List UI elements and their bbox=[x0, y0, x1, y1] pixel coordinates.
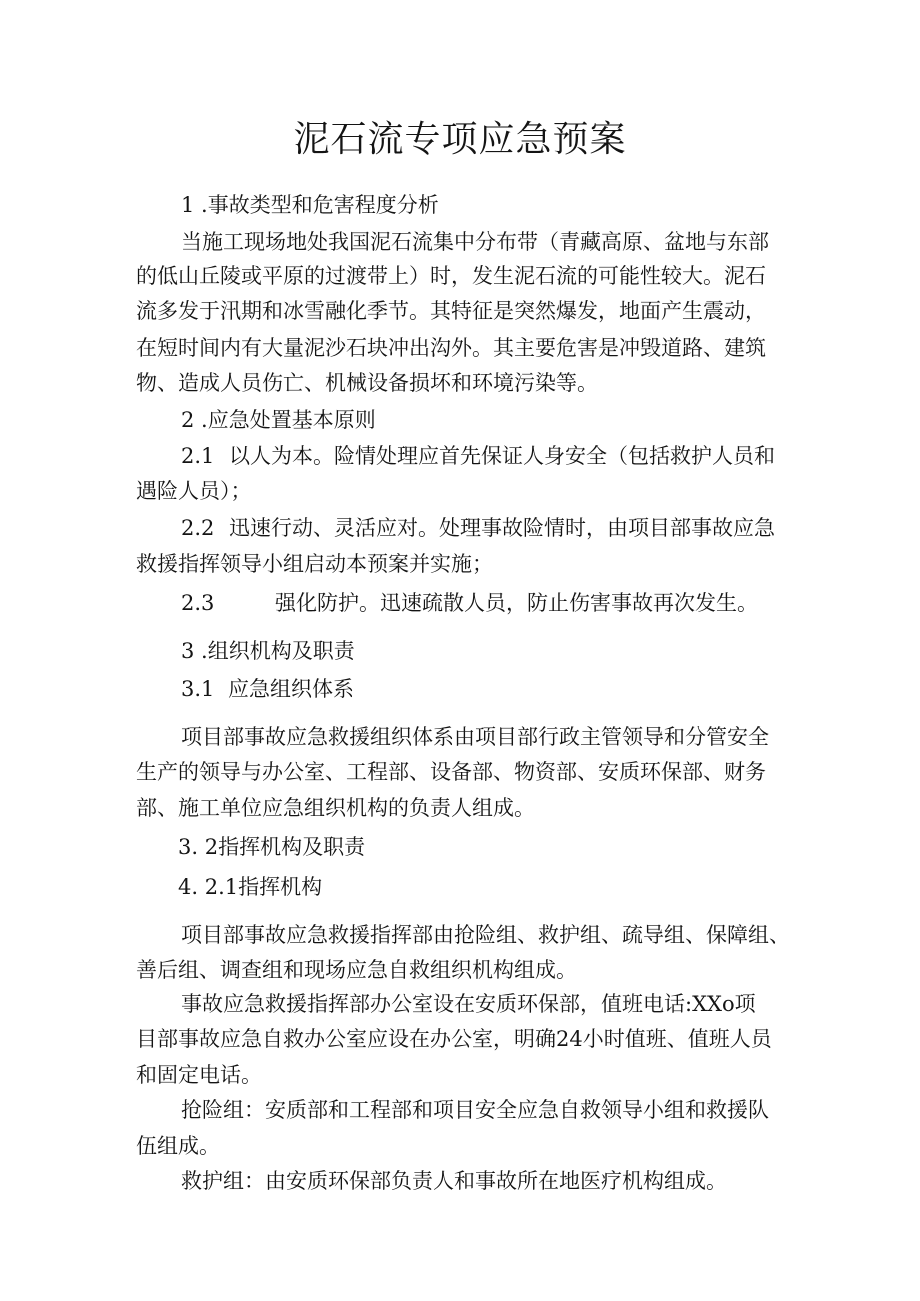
rescue-team-paragraph-line: 伍组成。 bbox=[136, 1134, 220, 1158]
section-1-paragraph-line: 当施工现场地处我国泥石流集中分布带（青藏高原、盆地与东部 bbox=[181, 230, 769, 254]
subsection-4-2-1-heading: 4. 2.1指挥机构 bbox=[178, 875, 323, 899]
hq-paragraph-line: 善后组、调查组和现场应急自救组织机构组成。 bbox=[136, 958, 577, 982]
section-1-paragraph-line: 流多发于汛期和冰雪融化季节。其特征是突然爆发，地面产生震动， bbox=[136, 299, 766, 323]
subsection-3-1-number: 3.1 bbox=[181, 677, 215, 701]
office-paragraph-line: 目部事故应急自救办公室应设在办公室，明确24小时值班、值班人员 bbox=[136, 1027, 772, 1051]
rescue-team-paragraph-line: 抢险组：安质部和工程部和项目安全应急自救领导小组和救援队 bbox=[181, 1098, 769, 1122]
section-1-paragraph-line: 的低山丘陵或平原的过渡带上）时，发生泥石流的可能性较大。泥石 bbox=[136, 264, 766, 288]
subsection-3-1 bbox=[181, 674, 354, 704]
section-1-paragraph-line: 物、造成人员伤亡、机械设备损坏和环境污染等。 bbox=[136, 371, 598, 395]
subsection-3-2-heading: 3. 2指挥机构及职责 bbox=[178, 835, 366, 859]
principle-2-3-text: 强化防护。迅速疏散人员，防止伤害事故再次发生。 bbox=[275, 591, 758, 615]
principle-2-3-number: 2.3 bbox=[181, 591, 215, 615]
principle-2-1-continuation: 遇险人员）； bbox=[136, 479, 252, 503]
subsection-3-1-title: 应急组织体系 bbox=[228, 677, 354, 701]
section-1-paragraph-line: 在短时间内有大量泥沙石块冲出沟外。其主要危害是冲毁道路、建筑 bbox=[136, 336, 766, 360]
section-3-1-paragraph-line: 项目部事故应急救援组织体系由项目部行政主管领导和分管安全 bbox=[181, 725, 769, 749]
office-paragraph-line: 和固定电话。 bbox=[136, 1063, 262, 1087]
office-paragraph-line: 事故应急救援指挥部办公室设在安质环保部，值班电话:XXo项 bbox=[181, 992, 756, 1016]
principle-2-1 bbox=[181, 441, 775, 471]
section-1-heading: 1 .事故类型和危害程度分析 bbox=[181, 193, 439, 217]
principle-2-2-number: 2.2 bbox=[181, 516, 215, 540]
document-title: 泥石流专项应急预案 bbox=[293, 119, 627, 160]
principle-2-2 bbox=[181, 513, 775, 543]
section-2-heading: 2 .应急处置基本原则 bbox=[181, 408, 376, 432]
principle-2-3 bbox=[181, 588, 758, 618]
principle-2-2-text: 迅速行动、灵活应对。处理事故险情时，由项目部事故应急 bbox=[229, 516, 775, 540]
section-3-1-paragraph-line: 部、施工单位应急组织机构的负责人组成。 bbox=[136, 796, 535, 820]
medical-team-paragraph: 救护组：由安质环保部负责人和事故所在地医疗机构组成。 bbox=[181, 1169, 727, 1193]
principle-2-1-number: 2.1 bbox=[181, 444, 215, 468]
section-3-heading: 3 .组织机构及职责 bbox=[181, 639, 355, 663]
principle-2-2-continuation: 救援指挥领导小组启动本预案并实施； bbox=[136, 552, 493, 576]
principle-2-1-text: 以人为本。险情处理应首先保证人身安全（包括救护人员和 bbox=[229, 444, 775, 468]
section-3-1-paragraph-line: 生产的领导与办公室、工程部、设备部、物资部、安质环保部、财务 bbox=[136, 760, 766, 784]
hq-paragraph-line: 项目部事故应急救援指挥部由抢险组、救护组、疏导组、保障组、 bbox=[181, 923, 790, 947]
